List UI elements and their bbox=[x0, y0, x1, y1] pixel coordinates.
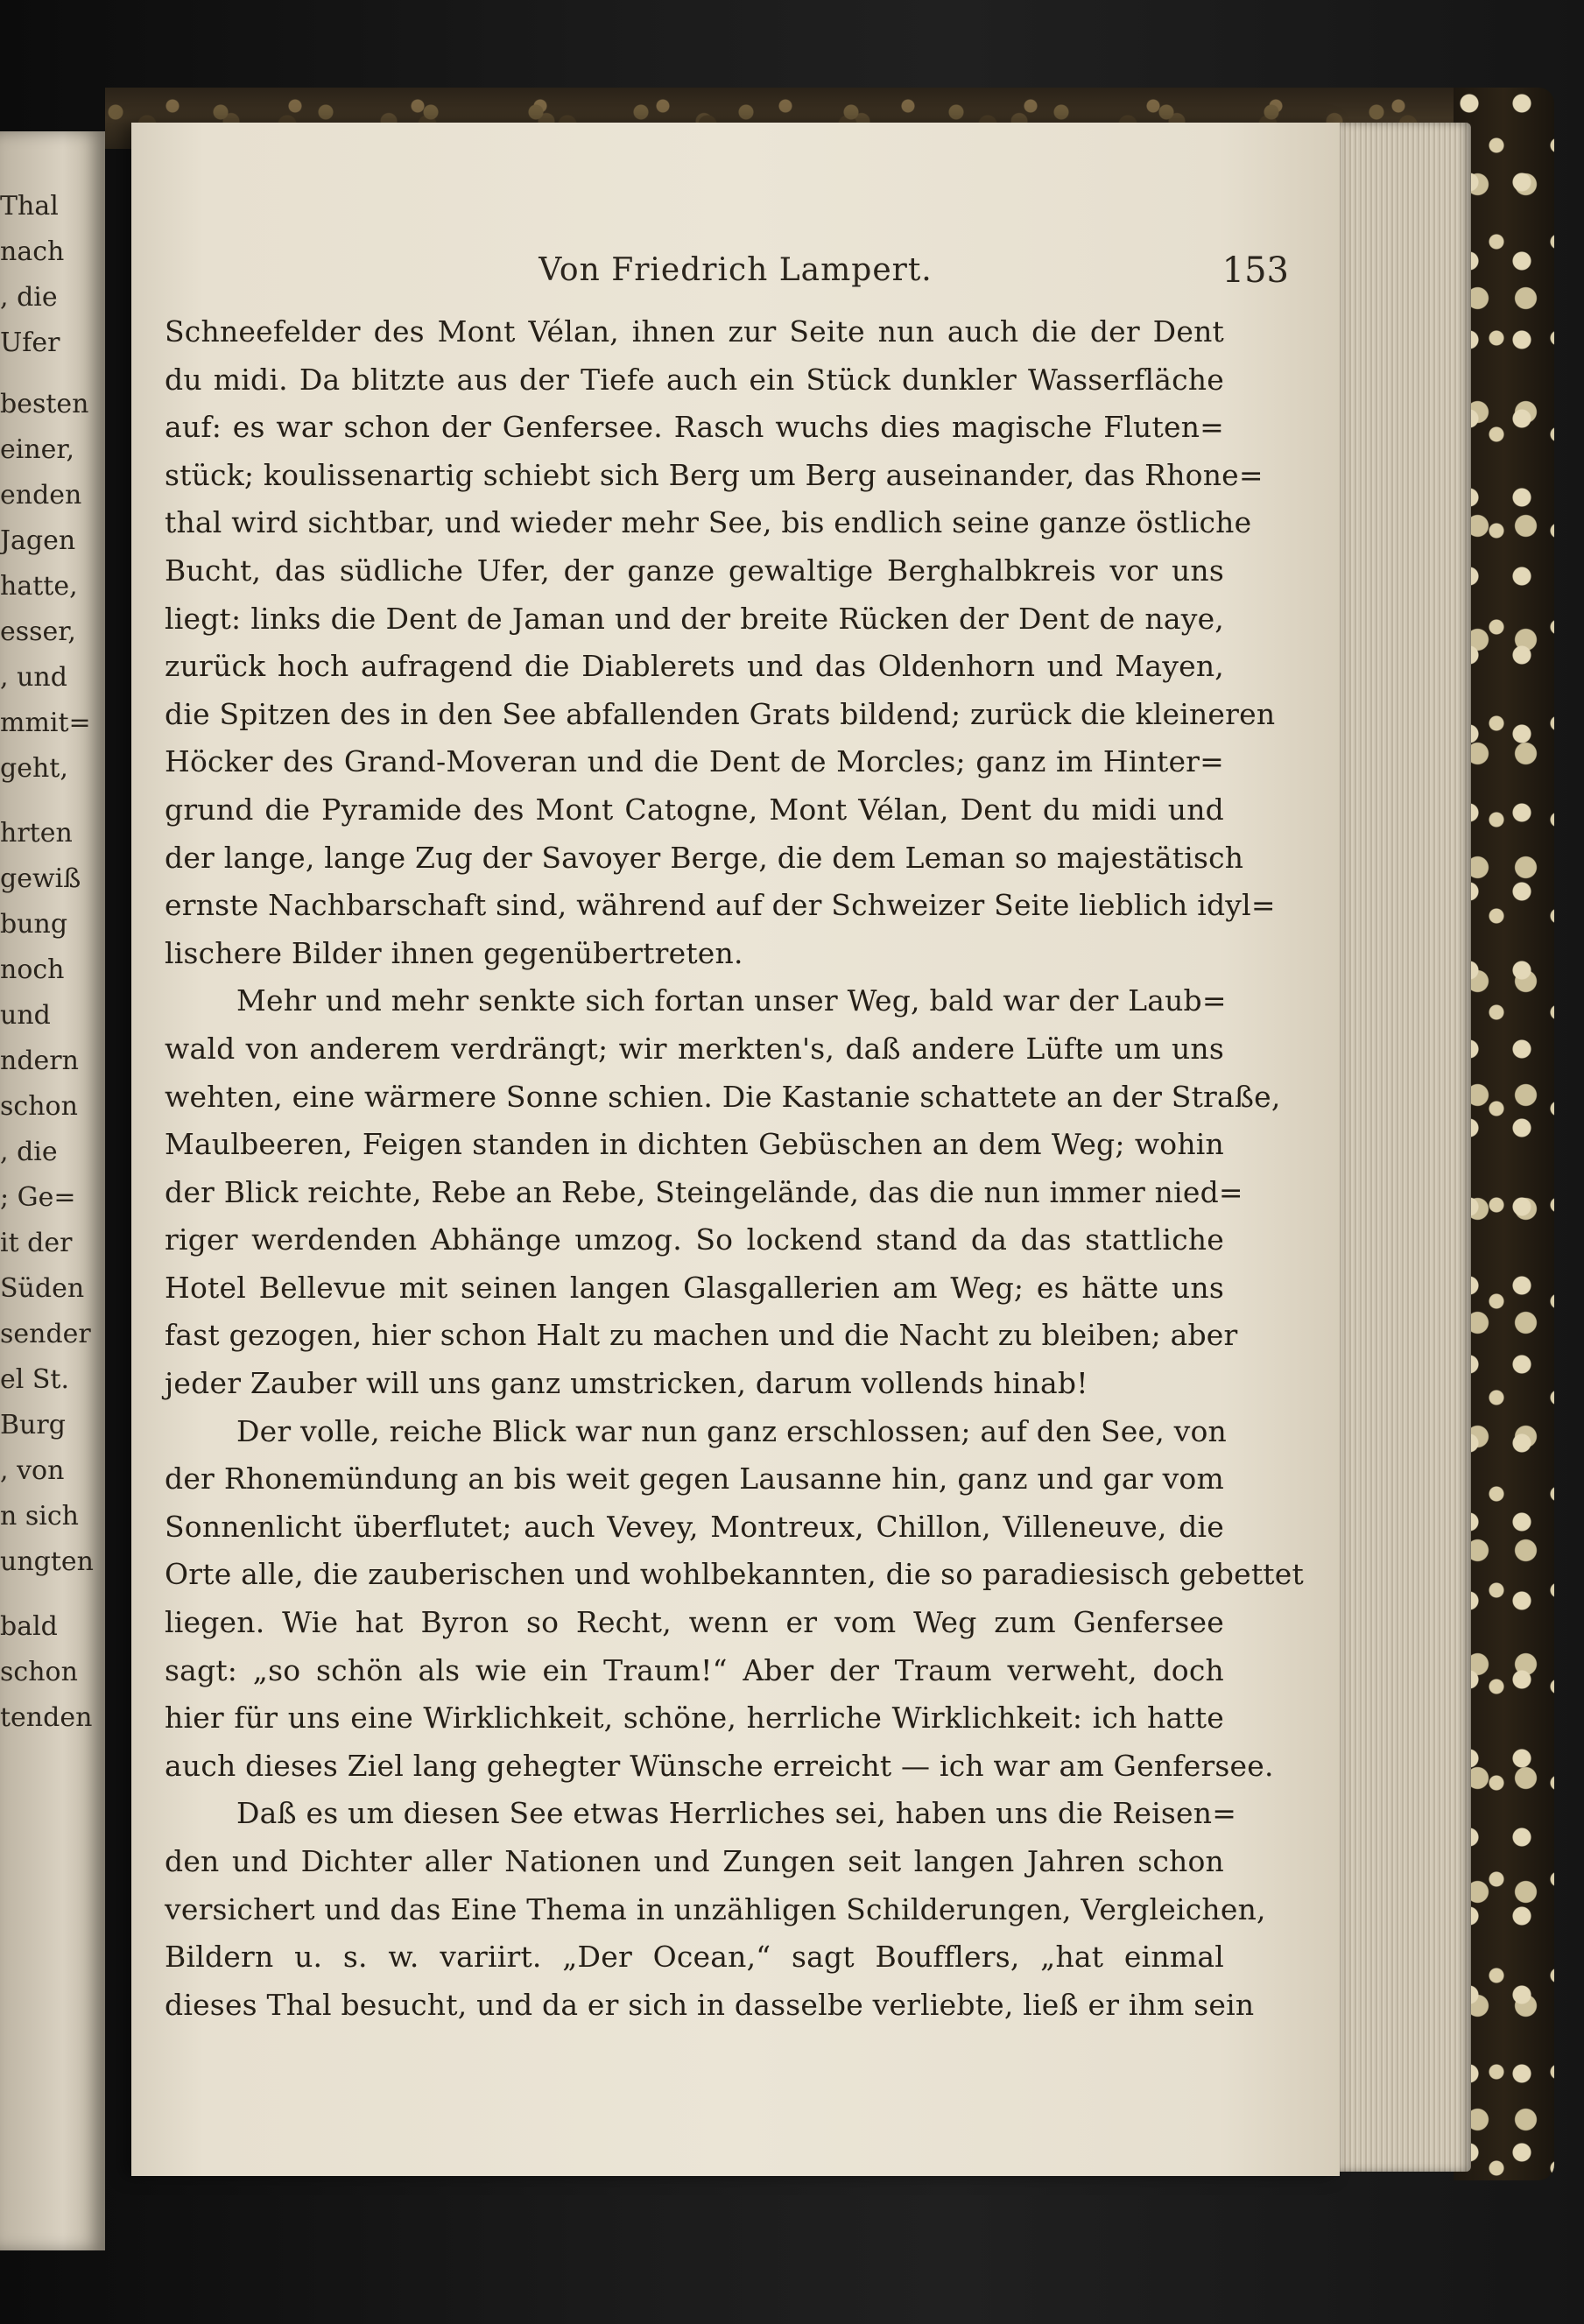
facing-page-fragment: geht, bbox=[0, 753, 68, 784]
facing-page-fragment: Jagen bbox=[0, 525, 76, 556]
facing-page-fragment: enden bbox=[0, 480, 82, 511]
running-head bbox=[131, 252, 1340, 305]
text-line: Orte alle, die zauberischen und wohlbekannten, die so paradiesisch gebettet bbox=[165, 1557, 1304, 1592]
facing-page-fragment: und bbox=[0, 1000, 51, 1031]
text-line: ernste Nachbarschaft sind, während auf der Schweizer Seite lieblich idyl= bbox=[165, 888, 1276, 923]
text-line: Schneefelder des Mont Vélan, ihnen zur Seite nun auch die der Dent bbox=[165, 314, 1224, 349]
text-line: der Blick reichte, Rebe an Rebe, Steingelände, das die nun immer nied= bbox=[165, 1174, 1243, 1209]
text-line: versichert und das Eine Thema in unzähligen Schilderungen, Vergleichen, bbox=[165, 1891, 1266, 1926]
facing-page-fragment: schon bbox=[0, 1091, 78, 1122]
text-line: lischere Bilder ihnen gegenübertreten. bbox=[165, 935, 743, 970]
text-line: Der volle, reiche Blick war nun ganz erschlossen; auf den See, von bbox=[236, 1413, 1227, 1448]
text-line: zurück hoch aufragend die Diablerets und das Oldenhorn und Mayen, bbox=[165, 649, 1224, 684]
text-line: Daß es um diesen See etwas Herrliches sei, haben uns die Reisen= bbox=[236, 1796, 1237, 1831]
facing-page-fragment: gewiß bbox=[0, 863, 81, 894]
facing-page-fragment: , von bbox=[0, 1455, 65, 1486]
text-line: stück; koulissenartig schiebt sich Berg um Berg auseinander, das Rhone= bbox=[165, 457, 1264, 492]
page-block-edge bbox=[1327, 123, 1471, 2172]
facing-page-fragment: Ufer bbox=[0, 327, 60, 358]
text-line: fast gezogen, hier schon Halt zu machen und die Nacht zu bleiben; aber bbox=[165, 1318, 1238, 1353]
text-line: grund die Pyramide des Mont Catogne, Mont Vélan, Dent du midi und bbox=[165, 792, 1224, 827]
text-line: der lange, lange Zug der Savoyer Berge, die dem Leman so majestätisch bbox=[165, 840, 1244, 875]
facing-page-fragment: bald bbox=[0, 1611, 58, 1642]
text-line: wehten, eine wärmere Sonne schien. Die Kastanie schattete an der Straße, bbox=[165, 1079, 1281, 1114]
facing-page-fragment: ndern bbox=[0, 1046, 79, 1076]
facing-page-fragment: besten bbox=[0, 389, 89, 419]
text-line: jeder Zauber will uns ganz umstricken, darum vollends hinab! bbox=[165, 1366, 1088, 1401]
text-line: liegen. Wie hat Byron so Recht, wenn er vom Weg zum Genfersee bbox=[165, 1605, 1224, 1640]
text-line: wald von anderem verdrängt; wir merkten's, daß andere Lüfte um uns bbox=[165, 1031, 1224, 1066]
running-title: Von Friedrich Lampert. bbox=[539, 252, 933, 288]
facing-page-fragment: esser, bbox=[0, 616, 76, 647]
text-line: riger werdenden Abhänge umzog. So lockend stand da das stattliche bbox=[165, 1222, 1224, 1257]
facing-page-fragment: , die bbox=[0, 1137, 58, 1167]
text-line: Hotel Bellevue mit seinen langen Glasgallerien am Weg; es hätte uns bbox=[165, 1270, 1224, 1305]
page-number: 153 bbox=[1221, 250, 1289, 291]
text-line: Höcker des Grand-Moveran und die Dent de Morcles; ganz im Hinter= bbox=[165, 744, 1224, 779]
facing-page-fragment: , und bbox=[0, 662, 67, 693]
text-line: Mehr und mehr senkte sich fortan unser Weg, bald war der Laub= bbox=[236, 983, 1227, 1018]
text-line: Bildern u. s. w. variirt. „Der Ocean,“ sagt Boufflers, „hat einmal bbox=[165, 1940, 1224, 1975]
facing-page-fragment: n sich bbox=[0, 1501, 79, 1532]
facing-page-left bbox=[0, 131, 105, 2250]
text-line: sagt: „so schön als wie ein Traum!“ Aber der Traum verweht, doch bbox=[165, 1652, 1224, 1687]
text-line: thal wird sichtbar, und wieder mehr See, bis endlich seine ganze östliche bbox=[165, 505, 1252, 540]
facing-page-fragment: noch bbox=[0, 954, 65, 985]
text-line: dieses Thal besucht, und da er sich in dasselbe verliebte, ließ er ihm sein bbox=[165, 1987, 1255, 2022]
facing-page-fragment: Burg bbox=[0, 1410, 66, 1440]
facing-page-fragment: einer, bbox=[0, 434, 75, 465]
text-line: auf: es war schon der Genfersee. Rasch wuchs dies magische Fluten= bbox=[165, 410, 1224, 445]
facing-page-fragment: mmit= bbox=[0, 708, 91, 738]
facing-page-fragment: ; Ge= bbox=[0, 1182, 76, 1213]
text-line: den und Dichter aller Nationen und Zungen seit langen Jahren schon bbox=[165, 1844, 1224, 1878]
facing-page-fragment: tenden bbox=[0, 1702, 93, 1733]
facing-page-fragment: Thal bbox=[0, 191, 59, 222]
book-page bbox=[131, 123, 1340, 2176]
facing-page-fragment: schon bbox=[0, 1657, 78, 1687]
text-line: du midi. Da blitzte aus der Tiefe auch ein Stück dunkler Wasserfläche bbox=[165, 362, 1224, 397]
facing-page-fragment: bung bbox=[0, 909, 68, 940]
text-line: liegt: links die Dent de Jaman und der breite Rücken der Dent de naye, bbox=[165, 601, 1224, 636]
body-text bbox=[165, 308, 1304, 2029]
facing-page-fragment: hrten bbox=[0, 818, 73, 849]
facing-page-fragment: ungten bbox=[0, 1546, 94, 1577]
text-line: hier für uns eine Wirklichkeit, schöne, herrliche Wirklichkeit: ich hatte bbox=[165, 1701, 1224, 1736]
text-line: die Spitzen des in den See abfallenden Grats bildend; zurück die kleineren bbox=[165, 696, 1276, 731]
text-line: der Rhonemündung an bis weit gegen Lausanne hin, ganz und gar vom bbox=[165, 1461, 1224, 1497]
text-line: auch dieses Ziel lang gehegter Wünsche erreicht — ich war am Genfersee. bbox=[165, 1748, 1274, 1783]
text-line: Bucht, das südliche Ufer, der ganze gewaltige Berghalbkreis vor uns bbox=[165, 553, 1224, 588]
facing-page-fragment: hatte, bbox=[0, 571, 78, 602]
facing-page-fragment: el St. bbox=[0, 1364, 70, 1395]
facing-page-fragment: nach bbox=[0, 236, 65, 267]
text-line: Sonnenlicht überflutet; auch Vevey, Montreux, Chillon, Villeneuve, die bbox=[165, 1509, 1224, 1544]
facing-page-fragment: , die bbox=[0, 282, 58, 313]
facing-page-fragment: it der bbox=[0, 1228, 73, 1258]
facing-page-fragment: sender bbox=[0, 1319, 91, 1349]
facing-page-fragment: Süden bbox=[0, 1273, 85, 1304]
text-line: Maulbeeren, Feigen standen in dichten Gebüschen an dem Weg; wohin bbox=[165, 1127, 1224, 1162]
